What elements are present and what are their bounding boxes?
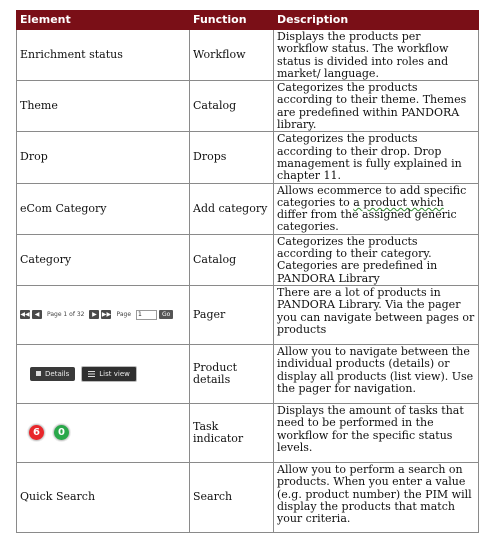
header-description: Description bbox=[274, 11, 479, 30]
table-row bbox=[17, 462, 479, 532]
page-number-input: 1 bbox=[136, 310, 157, 320]
cell-description: Categorizes the products according to their drop. Drop management is fully explained in chapter 11. bbox=[274, 132, 479, 183]
cell-function: Product details bbox=[190, 344, 274, 403]
document-page bbox=[16, 10, 479, 533]
cell-element bbox=[17, 403, 190, 462]
element-function-table bbox=[16, 10, 479, 533]
cell-description: Allow you to navigate between the individual products (details) or display all products (list view). Use the pager for navigation. bbox=[274, 344, 479, 403]
table-row bbox=[17, 285, 479, 344]
cell-function: Search bbox=[190, 462, 274, 532]
next-page-icon: ▶ bbox=[89, 310, 99, 319]
cell-element: Enrichment status bbox=[17, 30, 190, 81]
table-row bbox=[17, 81, 479, 132]
cell-element: eCom Category bbox=[17, 183, 190, 234]
cell-description: Displays the products per workflow status. The workflow status is divided into roles and market/ language. bbox=[274, 30, 479, 81]
view-toggle-widget bbox=[30, 366, 186, 382]
spellcheck-underlined-text: a product which bbox=[353, 195, 444, 209]
cell-description bbox=[274, 183, 479, 234]
cell-element: Quick Search bbox=[17, 462, 190, 532]
details-button-image bbox=[30, 367, 75, 381]
cell-function: Pager bbox=[190, 285, 274, 344]
description-part: Allows ecommerce to add specific categories to bbox=[277, 183, 467, 209]
cell-element: Theme bbox=[17, 81, 190, 132]
cell-element: Drop bbox=[17, 132, 190, 183]
cell-function: Add category bbox=[190, 183, 274, 234]
prev-page-icon: ◀ bbox=[32, 310, 42, 319]
table-row bbox=[17, 234, 479, 285]
description-part: differ from the assigned generic categories. bbox=[277, 208, 457, 234]
cell-function: Task indicator bbox=[190, 403, 274, 462]
details-icon bbox=[36, 371, 41, 376]
cell-function: Workflow bbox=[190, 30, 274, 81]
cell-description: Allow you to perform a search on products. When you enter a value (e.g. product number) the PIM will display the products that match your criteria. bbox=[274, 462, 479, 532]
table-row bbox=[17, 183, 479, 234]
task-indicator-widget bbox=[28, 424, 186, 441]
pager-widget bbox=[20, 309, 186, 321]
cell-element bbox=[17, 344, 190, 403]
cell-description: Categorizes the products according to their theme. Themes are predefined within PANDORA library. bbox=[274, 81, 479, 132]
task-count-green-badge: 0 bbox=[53, 424, 70, 441]
cell-description: There are a lot of products in PANDORA Library. Via the pager you can navigate between pages or products bbox=[274, 285, 479, 344]
table-row bbox=[17, 344, 479, 403]
cell-function: Catalog bbox=[190, 81, 274, 132]
task-count-red-badge: 6 bbox=[28, 424, 45, 441]
table-row bbox=[17, 403, 479, 462]
cell-element bbox=[17, 285, 190, 344]
cell-description: Displays the amount of tasks that need to be performed in the workflow for the specific status levels. bbox=[274, 403, 479, 462]
header-function: Function bbox=[190, 11, 274, 30]
list-icon bbox=[88, 371, 95, 377]
table-row bbox=[17, 132, 479, 183]
cell-description: Categorizes the products according to their category. Categories are predefined in PANDORA Library bbox=[274, 234, 479, 285]
page-count-text: Page 1 of 32 bbox=[47, 310, 85, 318]
table-header-row bbox=[17, 11, 479, 30]
list-view-button-image bbox=[81, 366, 137, 382]
last-page-icon: ▶▶ bbox=[101, 311, 112, 319]
header-element: Element bbox=[17, 11, 190, 30]
cell-function: Catalog bbox=[190, 234, 274, 285]
first-page-icon: ◀◀ bbox=[20, 311, 30, 319]
page-label: Page bbox=[116, 310, 132, 318]
table-row bbox=[17, 30, 479, 81]
cell-function: Drops bbox=[190, 132, 274, 183]
list-view-label: List view bbox=[99, 369, 130, 378]
go-button: Go bbox=[159, 310, 173, 319]
details-label: Details bbox=[45, 369, 70, 378]
cell-element: Category bbox=[17, 234, 190, 285]
